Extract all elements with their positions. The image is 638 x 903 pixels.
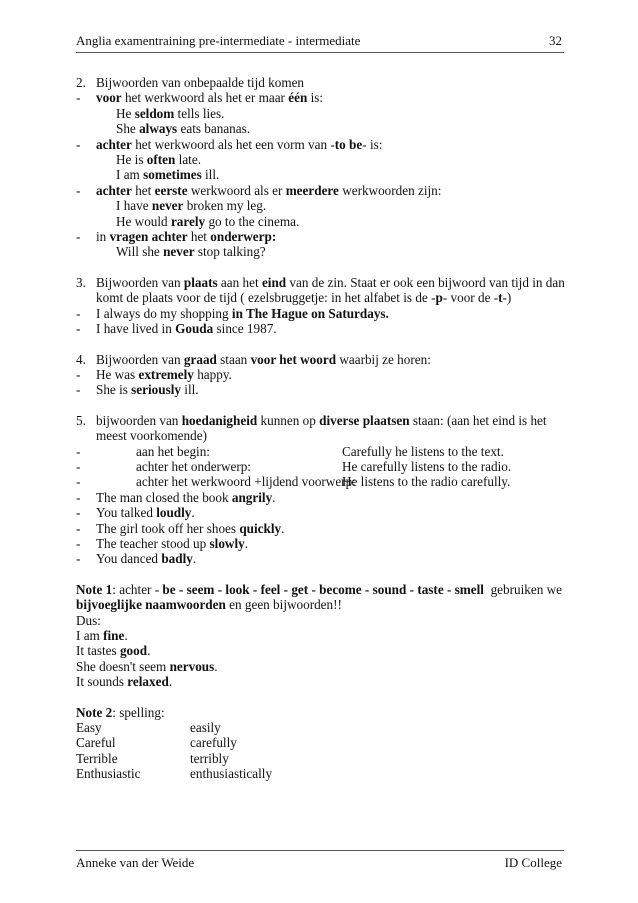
spelling-row: Terrible terribly [76, 750, 229, 766]
example-line: - I have lived in Gouda since 1987. [76, 321, 277, 337]
page-number: 32 [549, 33, 562, 48]
section-5-title: 5. bijwoorden van hoedanigheid kunnen op diverse plaatsen staan: (aan het eind is het [76, 412, 547, 428]
footer-author: Anneke van der Weide [76, 855, 195, 870]
section-5-text: meest voorkomende) [96, 428, 207, 444]
rule-line: - voor het werkwoord als het er maar één is: [76, 90, 324, 106]
example-line: - The girl took off her shoes quickly. [76, 520, 285, 536]
page-footer [76, 850, 564, 871]
spelling-row: Enthusiastic enthusiastically [76, 766, 273, 782]
note-1-text: bijvoeglijke naamwoorden en geen bijwoorden!! [76, 597, 342, 613]
example-line: He is often late. [116, 152, 201, 168]
rule-line: - in vragen achter het onderwerp: [76, 229, 277, 245]
position-line: - achter het onderwerp: He carefully listens to the radio. [76, 458, 512, 474]
footer-school: ID College [504, 855, 562, 870]
example-line: He would rarely go to the cinema. [116, 213, 300, 229]
example-line: - The teacher stood up slowly. [76, 535, 248, 551]
note-1-dus: Dus: [76, 612, 101, 628]
note-2-title: Note 2: spelling: [76, 704, 165, 720]
example-line: - The man closed the book angrily. [76, 489, 276, 505]
section-2-title: 2. Bijwoorden van onbepaalde tijd komen [76, 75, 305, 90]
example-line: - She is seriously ill. [76, 382, 199, 398]
section-4-title: 4. Bijwoorden van graad staan voor het woord waarbij ze horen: [76, 351, 431, 367]
position-line: - achter het werkwoord +lijdend voorwerp: He listens to the radio carefully. [76, 474, 511, 490]
example-line: I am fine. [76, 628, 128, 643]
header-title: Anglia examentraining pre-intermediate - intermediate [76, 33, 361, 48]
spelling-row: Careful carefully [76, 735, 237, 751]
rule-line: - achter het werkwoord als het een vorm van -to be- is: [76, 136, 383, 152]
note-1-title: Note 1: achter - be - seem - look - feel - get - become - sound - taste - smell gebruiken we [76, 581, 562, 597]
example-line: - I always do my shopping in The Hague on Saturdays. [76, 305, 389, 321]
example-line: Will she never stop talking? [116, 244, 266, 260]
rule-line: - achter het eerste werkwoord als er meerdere werkwoorden zijn: [76, 182, 442, 198]
example-line: She doesn't seem nervous. [76, 658, 218, 674]
example-line: It sounds relaxed. [76, 674, 173, 690]
example-line: She always eats bananas. [116, 121, 251, 137]
section-3-title: 3. Bijwoorden van plaats aan het eind van de zin. Staat er ook een bijwoord van tijd in dan [76, 274, 565, 290]
example-line: I have never broken my leg. [116, 198, 267, 214]
example-line: I am sometimes ill. [116, 167, 220, 183]
section-3-text: komt de plaats voor de tijd ( ezelsbruggetje: in het alfabet is de -p- voor de -t-) [96, 290, 512, 306]
example-line: - You talked loudly. [76, 505, 195, 521]
spelling-row: Easy easily [76, 720, 221, 736]
page-content [76, 75, 566, 782]
example-line: - He was extremely happy. [76, 366, 232, 382]
position-line: - aan het begin: Carefully he listens to the text. [76, 443, 504, 459]
example-line: He seldom tells lies. [116, 105, 225, 121]
example-line: It tastes good. [76, 643, 151, 659]
page-header [76, 33, 564, 53]
example-line: - You danced badly. [76, 551, 197, 567]
